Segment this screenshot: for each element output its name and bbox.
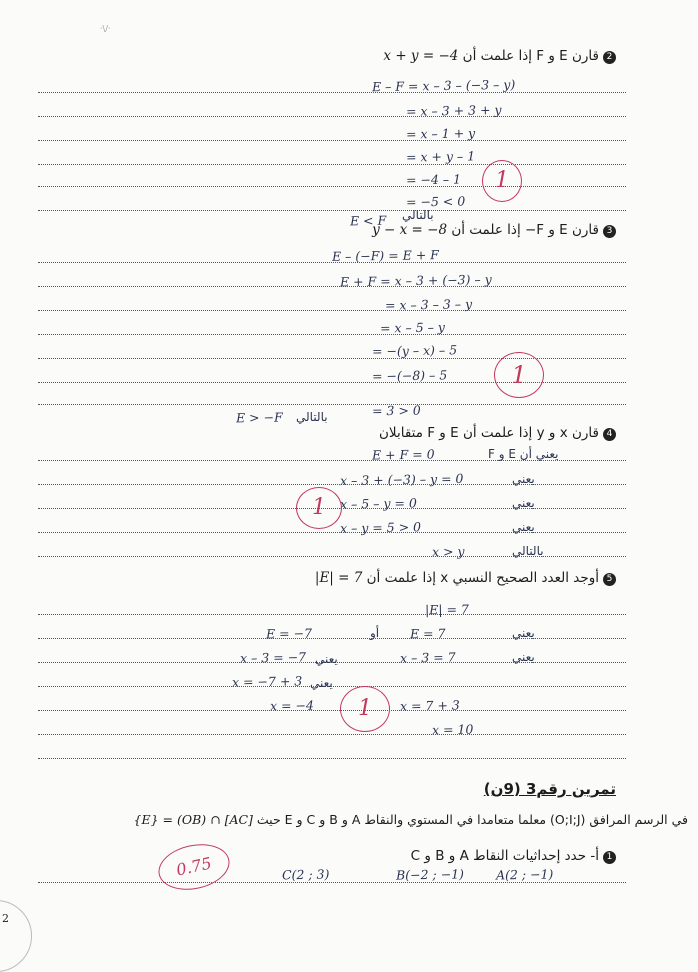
handwritten-step: = −(−8) – 5 xyxy=(371,367,448,384)
handwritten-step: = x + y – 1 xyxy=(405,148,476,165)
question-text: قارن x و y إذا علمت أن E و F متقابلان xyxy=(378,425,599,441)
handwritten-note: بالتالي xyxy=(512,544,544,558)
exercise-intro xyxy=(134,812,688,827)
handwritten-step: x – y = 5 > 0 xyxy=(339,519,422,536)
exercise-title: تمرين رقم3 (9ن) xyxy=(483,780,616,798)
question-text: أ- حدد إحداثيات النقاط A و B و C xyxy=(410,848,599,864)
handwritten-note: يعني xyxy=(315,652,338,666)
handwritten-step: x = −4 xyxy=(269,697,315,714)
handwritten-note: يعني xyxy=(512,472,535,486)
handwritten-step: = −5 < 0 xyxy=(405,193,466,210)
handwritten-result: E > −F xyxy=(235,409,283,426)
grade-mark: 1 xyxy=(494,352,544,398)
grade-mark: 1 xyxy=(340,686,390,732)
handwritten-step: E = 7 xyxy=(409,625,446,642)
page-corner-arc xyxy=(0,900,32,972)
answer-line xyxy=(38,164,626,165)
handwritten-coord: A(2 ; −1) xyxy=(495,866,554,883)
question-condition: y − x = −8 xyxy=(372,222,448,238)
handwritten-step: x – 3 = 7 xyxy=(399,649,456,666)
answer-line xyxy=(38,882,626,883)
scan-mark: ·\/· xyxy=(100,24,111,33)
question-condition: |E| = 7 xyxy=(314,570,363,586)
handwritten-result: E < F xyxy=(349,212,387,229)
question-number: 4 xyxy=(603,428,616,441)
handwritten-step: x – 5 – y = 0 xyxy=(339,495,417,512)
grade-mark: 0.75 xyxy=(154,838,234,896)
question-2 xyxy=(383,48,616,64)
answer-line xyxy=(38,116,626,117)
answer-line xyxy=(38,92,626,93)
handwritten-step: = −(y – x) – 5 xyxy=(371,342,458,359)
handwritten-step: = 3 > 0 xyxy=(371,402,421,419)
question-number: 1 xyxy=(603,851,616,864)
question-text: قارن E و F إذا علمت أن xyxy=(462,48,599,64)
handwritten-step: = −4 – 1 xyxy=(405,171,462,188)
grade-mark: 1 xyxy=(296,487,342,529)
answer-line xyxy=(38,734,626,735)
answer-line xyxy=(38,210,626,211)
handwritten-note: يعني xyxy=(512,496,535,510)
answer-line xyxy=(38,310,626,311)
handwritten-step: |E| = 7 xyxy=(424,601,470,618)
question-4 xyxy=(379,425,616,441)
question-number: 3 xyxy=(603,225,616,238)
question-condition: x + y = −4 xyxy=(383,48,459,64)
exercise-question-1 xyxy=(411,848,616,864)
handwritten-step: E = −7 xyxy=(265,625,313,642)
handwritten-step: = x – 5 – y xyxy=(379,319,446,336)
handwritten-note: يعني xyxy=(310,676,333,690)
handwritten-coord: C(2 ; 3) xyxy=(281,866,330,883)
handwritten-step: x > y xyxy=(431,543,465,560)
handwritten-step: = x – 3 – 3 – y xyxy=(384,296,473,313)
answer-line xyxy=(38,532,626,533)
handwritten-step: x = 7 + 3 xyxy=(399,697,460,714)
exercise-intro-math: {E} = (OB) ∩ [AC] xyxy=(133,812,253,827)
answer-line xyxy=(38,286,626,287)
handwritten-conclusion: بالتالي xyxy=(402,208,434,222)
answer-line xyxy=(38,614,626,615)
question-3 xyxy=(372,222,616,238)
question-number: 5 xyxy=(603,573,616,586)
handwritten-note: يعني xyxy=(512,520,535,534)
answer-line xyxy=(38,638,626,639)
question-5 xyxy=(315,570,616,586)
handwritten-note: يعني xyxy=(512,626,535,640)
handwritten-step: E + F = 0 xyxy=(371,446,435,463)
answer-line xyxy=(38,710,626,711)
grade-mark: 1 xyxy=(482,160,522,202)
answer-line xyxy=(38,758,626,759)
handwritten-step: = x – 3 + 3 + y xyxy=(405,102,502,119)
answer-line xyxy=(38,140,626,141)
answer-line xyxy=(38,334,626,335)
handwritten-step: E + F = x – 3 + (−3) – y xyxy=(339,271,492,290)
handwritten-note: أو xyxy=(370,626,380,640)
answer-line xyxy=(38,186,626,187)
question-text: قارن E و F− إذا علمت أن xyxy=(451,222,599,238)
exercise-intro-text: في الرسم المرافق (O;I;J) معلما متعامدا في المستوي والنقاط A و B و C و E حيث xyxy=(256,812,688,827)
question-text: أوجد العدد الصحيح النسبي x إذا علمت أن xyxy=(366,570,599,586)
handwritten-conclusion: بالتالي xyxy=(296,410,328,424)
handwritten-step: E – (−F) = E + F xyxy=(331,247,439,264)
answer-line xyxy=(38,404,626,405)
answer-line xyxy=(38,484,626,485)
handwritten-step: x – 3 = −7 xyxy=(239,649,307,666)
handwritten-note: يعني xyxy=(512,650,535,664)
handwritten-coord: B(−2 ; −1) xyxy=(395,866,465,883)
page-number: 2 xyxy=(2,912,9,925)
handwritten-step: E – F = x – 3 – (−3 – y) xyxy=(371,76,516,95)
handwritten-step: x = 10 xyxy=(431,721,474,738)
handwritten-step: = x – 1 + y xyxy=(405,125,476,142)
handwritten-note: يعني أن E و F xyxy=(488,447,559,461)
handwritten-step: x = −7 + 3 xyxy=(231,673,303,690)
handwritten-step: x – 3 + (−3) – y = 0 xyxy=(339,470,464,489)
question-number: 2 xyxy=(603,51,616,64)
